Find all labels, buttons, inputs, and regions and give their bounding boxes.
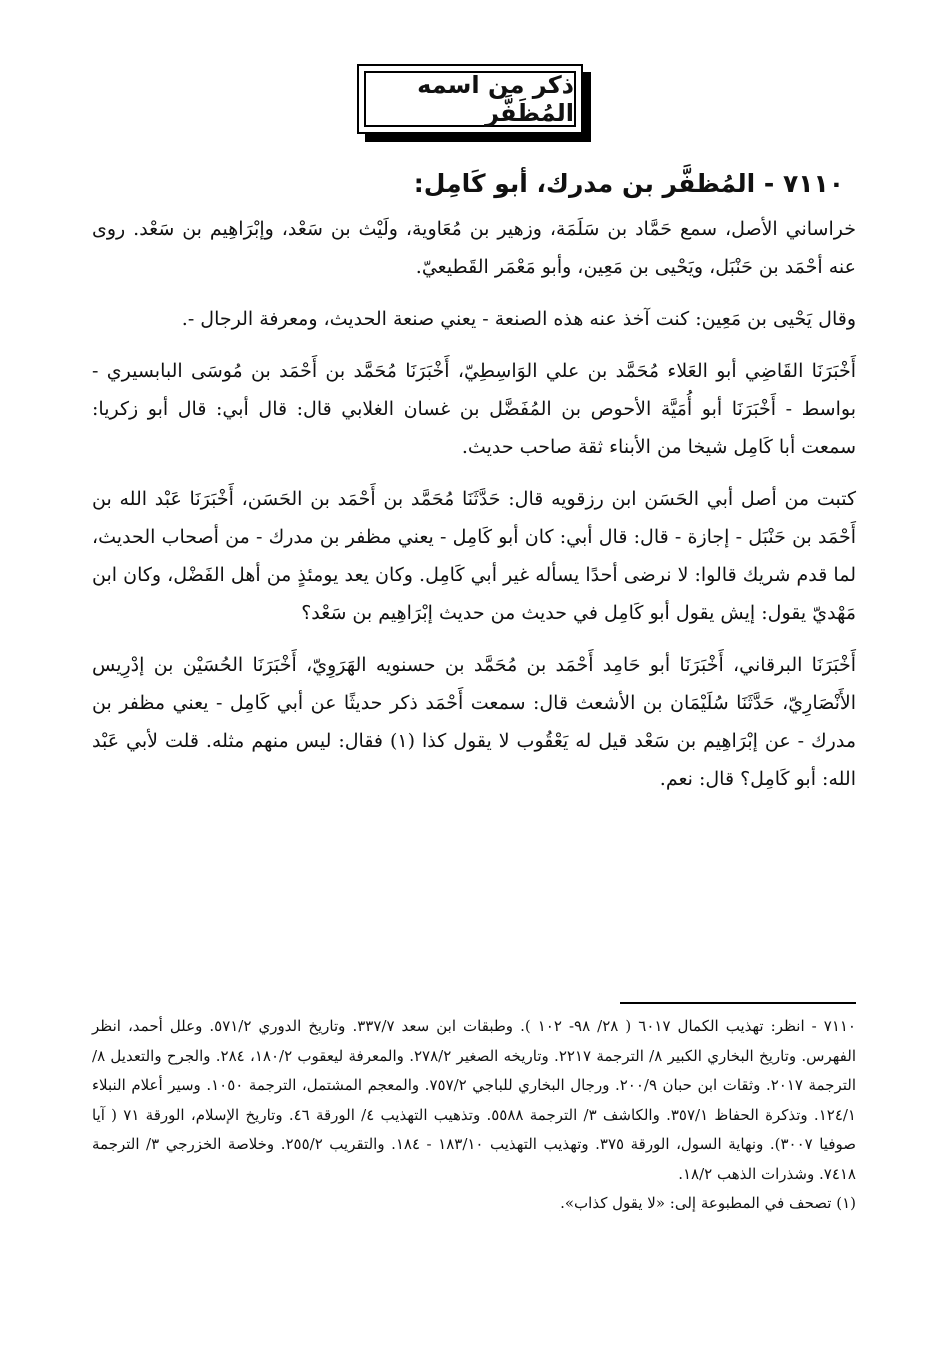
paragraph-isnad-rizqawayh: كتبت من أصل أبي الحَسَن ابن رزقويه قال: حَدَّثَنَا مُحَمَّد بن أَحْمَد بن الحَسَن، أَخْبَرَنَا عَبْد الله بن أَحْمَد بن حَنْبَل - إجازة - قال: قال أبي: كان أبو كَامِل - يعني مظفر بن مدرك - من أصحاب الحديث، لما قدم شريك قالوا: لا نرضى أحدًا يسأله غير أبي كَامِل. وكان يعد يومئذٍ من أهل الفَضْل، وكان ابن مَهْديّ يقول: إيش يقول أبو كَامِل في حديث من حديث إبْرَاهِيم بن سَعْد؟ (92, 488, 856, 624)
paragraph-isnad-wasiti: أَخْبَرَنَا القَاضِي أبو العَلاء مُحَمَّد بن علي الوَاسِطِيّ، أَخْبَرَنَا مُحَمَّد بن أَحْمَد بن مُوسَى البابسيري - بواسط - أَخْبَرَنَا أبو أُمَيَّة الأحوص بن المُفَضَّل بن غسان الغلابي قال: قال أبي: قال أبو زكريا: سمعت أبا كَامِل شيخا من الأبناء ثقة صاحب حديث. (92, 360, 856, 458)
section-heading: ذكر من اسمه المُظَفَّر (364, 71, 576, 127)
entry-body (92, 210, 856, 812)
footnote-sources: ٧١١٠ - انظر: تهذيب الكمال ٦٠١٧ ( ٢٨/ ٩٨- ١٠٢ ). وطبقات ابن سعد ٣٣٧/٧. وتاريخ الدوري ٥٧١/٢. وعلل أحمد، انظر الفهرس. وتاريخ البخاري الكبير ٨/ الترجمة ٢٢١٧. وتاريخه الصغير ٢٧٨/٢. والمعرفة ليعقوب ١٨٠/٢، ٢٨٤. والجرح والتعديل ٨/ الترجمة ٢٠١٧. وثقات ابن حبان ٢٠٠/٩. ورجال البخاري للباجي ٧٥٧/٢. والمعجم المشتمل، الترجمة ١٠٥٠. وسير أعلام النبلاء ١٢٤/١. وتذكرة الحفاظ ٣٥٧/١. والكاشف ٣/ الترجمة ٥٥٨٨. وتذهيب التهذيب ٤/ الورقة ٤٦. وتاريخ الإسلام، الورقة ٧١ ( آيا صوفيا ٣٠٠٧). ونهاية السول، الورقة ٣٧٥. وتهذيب التهذيب ١٨٣/١٠ - ١٨٤. والتقريب ٢٥٥/٢. وخلاصة الخزرجي ٣/ الترجمة ٧٤١٨. وشذرات الذهب ١٨/٢. (92, 1017, 856, 1183)
footnote-1: (١) تصحف في المطبوعة إلى: «لا يقول كذاب». (560, 1194, 856, 1212)
footnotes (92, 1012, 856, 1219)
footnote-divider (620, 1002, 856, 1004)
paragraph-ibn-main-quote: وقال يَحْيى بن مَعِين: كنت آخذ عنه هذه الصنعة - يعني صنعة الحديث، ومعرفة الرجال -. (181, 308, 856, 330)
entry-heading: ٧١١٠ - المُظفَّر بن مدرك، أبو كَامِل: (413, 169, 844, 198)
section-heading-frame (357, 64, 591, 142)
paragraph-isnad-barqani: أَخْبَرَنَا البرقاني، أَخْبَرَنَا أبو حَامِد أَحْمَد بن مُحَمَّد بن حسنويه الهَرَوِيّ، أَخْبَرَنَا الحُسَيْن بن إدْرِيس الأَنْصَارِيّ، حَدَّثَنَا سُلَيْمَان بن الأشعث قال: سمعت أَحْمَد ذكر حديثًا عن أبي كَامِل - يعني مظفر بن مدرك - عن إبْرَاهِيم بن سَعْد قيل له يَعْقُوب لا يقول كذا (١) فقال: ليس منهم مثله. قلت لأبي عَبْد الله: أبو كَامِل؟ قال: نعم. (92, 654, 856, 790)
paragraph-biography: خراساني الأصل، سمع حَمَّاد بن سَلَمَة، وزهير بن مُعَاوية، ولَيْث بن سَعْد، وإبْرَاهِيم بن سَعْد. روى عنه أحْمَد بن حَنْبَل، ويَحْيى بن مَعِين، وأبو مَعْمَر القَطيعيّ. (92, 218, 856, 278)
frame-outer-border (357, 64, 583, 134)
book-page (84, 0, 864, 1360)
